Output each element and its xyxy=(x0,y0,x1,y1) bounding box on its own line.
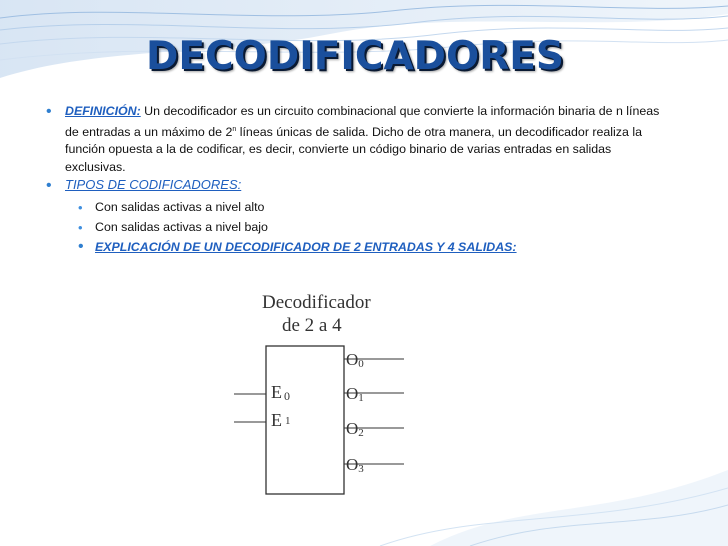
output-label-o0: O0 xyxy=(346,350,364,370)
output-label-o1: O1 xyxy=(346,384,364,404)
input-label-e1: E 1 xyxy=(271,410,291,430)
tipos-heading xyxy=(65,177,241,192)
explicacion-heading xyxy=(95,240,517,254)
explicacion-label[interactable]: EXPLICACIÓN DE UN DECODIFICADOR DE 2 ENTRADAS Y 4 SALIDAS: xyxy=(95,240,517,254)
sub-item-nivel-bajo: Con salidas activas a nivel bajo xyxy=(95,220,268,234)
definition-text-1: Un decodificador es un circuito combinacional que convierte la información binaria de n líneas de entradas a un máximo de 2 xyxy=(65,104,660,139)
definition-text-2: líneas únicas de salida. Dicho de otra manera, un decodificador realiza la función opuesta a la de codificar, es decir, convierte un código binario de varias entradas en salidas exclusivas. xyxy=(65,124,642,174)
decoder-diagram xyxy=(214,276,436,498)
sub-bullet-icon: • xyxy=(78,220,83,235)
definition-label[interactable]: DEFINICIÓN: xyxy=(65,104,141,118)
output-label-o2: O2 xyxy=(346,419,364,439)
diagram-title-line2: de 2 a 4 xyxy=(282,315,342,336)
input-label-e0: E 0 xyxy=(271,382,290,403)
sub-bullet-icon: • xyxy=(78,238,84,255)
diagram-title-line1: Decodificador xyxy=(262,292,371,313)
definition-paragraph xyxy=(65,103,665,176)
output-label-o3: O3 xyxy=(346,455,364,475)
bullet-icon: • xyxy=(46,103,52,120)
sub-item-nivel-alto: Con salidas activas a nivel alto xyxy=(95,200,265,214)
slide-title: DECODIFICADORES xyxy=(146,34,564,79)
tipos-label[interactable]: TIPOS DE CODIFICADORES: xyxy=(65,177,242,192)
sub-bullet-icon: • xyxy=(78,200,83,215)
definition-superscript: n xyxy=(232,125,237,133)
bullet-icon: • xyxy=(46,177,52,194)
